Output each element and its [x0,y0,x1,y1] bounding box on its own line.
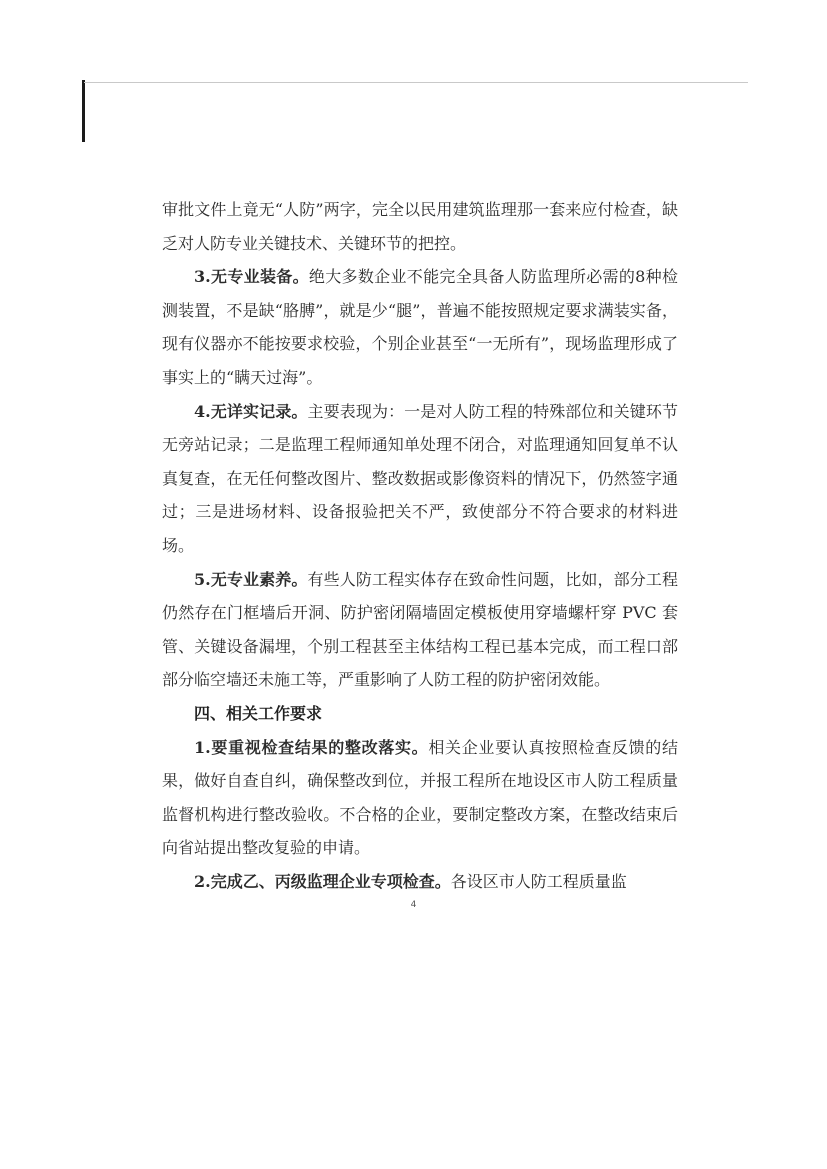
paragraph-no-expertise [162,563,678,697]
section-heading: 四、相关工作要求 [194,703,323,723]
document-body [162,193,678,898]
requirement-lead: 1.要重视检查结果的整改落实。 [194,737,429,757]
requirement-text: 相关企业要认真按照检查反馈的结果，做好自查自纠，确保整改到位，并报工程所在地设区市人防工程质量监督机构进行整改验收。不合格的企业，要制定整改方案，在整改结束后向省站提出整改复验的申请。 [162,737,678,858]
requirement-special-inspection [162,865,678,899]
page-number: 4 [410,900,417,910]
requirement-lead: 2.完成乙、丙级监理企业专项检查。 [194,871,451,891]
paragraph-lead: 5.无专业素养。 [194,569,308,589]
paragraph-text: 主要表现为：一是对人防工程的特殊部位和关键环节无旁站记录；二是监理工程师通知单处理不闭合，对监理通知回复单不认真复查，在无任何整改图片、整改数据或影像资料的情况下，仍然签字通过；三是进场材料、设备报验把关不严，致使部分不符合要求的材料进场。 [162,401,678,555]
paragraph-text: 有些人防工程实体存在致命性问题，比如，部分工程仍然存在门框墙后开洞、防护密闭隔墙固定模板使用穿墙螺杆穿 PVC 套管、关键设备漏埋，个别工程甚至主体结构工程已基本完成，而工程口部部分临空墙还未施工等，严重影响了人防工程的防护密闭效能。 [162,569,678,690]
paragraph-continuation [162,193,678,260]
paragraph-text: 审批文件上竟无“人防”两字，完全以民用建筑监理那一套来应付检查，缺乏对人防专业关键技术、关键环节的把控。 [162,200,678,253]
scan-top-rule [84,82,748,83]
paragraph-text: 绝大多数企业不能完全具备人防监理所必需的8种检测装置，不是缺“胳膊”，就是少“腿”，普遍不能按照规定要求满装实备，现有仪器亦不能按要求校验，个别企业甚至“一无所有”，现场监理形成了事实上的“瞒天过海”。 [162,267,678,387]
paragraph-no-equipment [162,260,678,394]
paragraph-lead: 4.无详实记录。 [194,401,308,421]
paragraph-lead: 3.无专业装备。 [194,267,309,287]
scan-edge-mark [82,80,85,142]
requirement-rectification [162,731,678,865]
requirement-text: 各设区市人防工程质量监 [450,871,627,891]
paragraph-no-records [162,395,678,563]
